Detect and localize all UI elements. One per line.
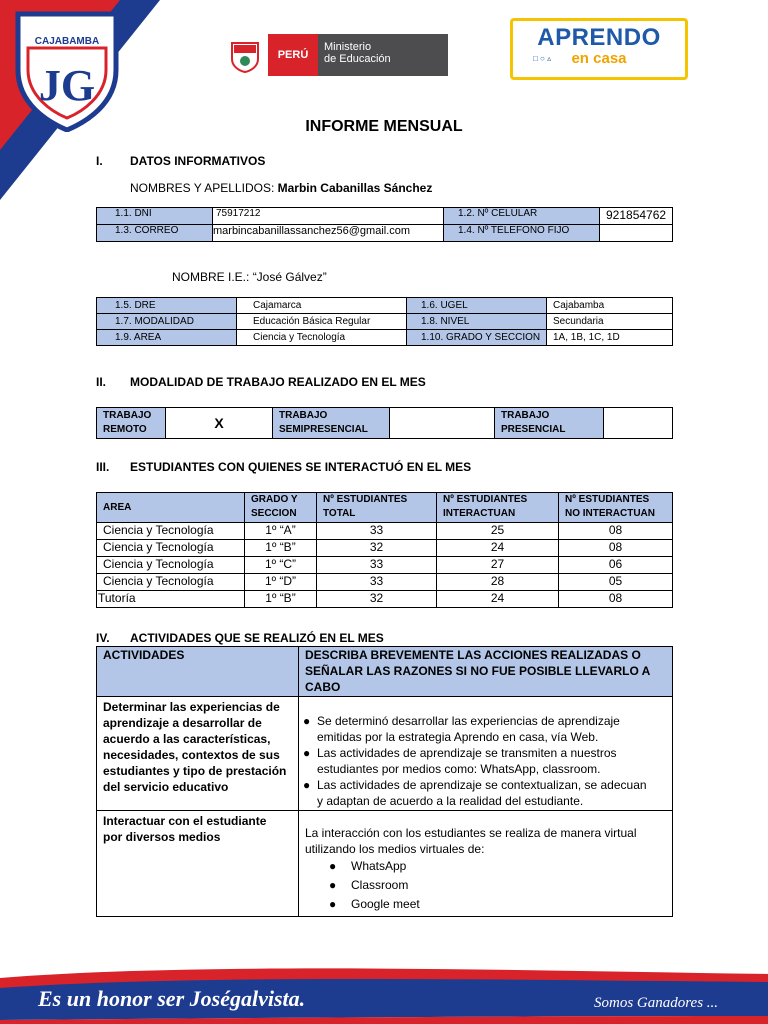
bullet-icon: ●: [329, 859, 337, 873]
list-item: ● Google meet: [329, 895, 670, 914]
footer-banner: [0, 960, 768, 1024]
names-line: NOMBRES Y APELLIDOS: Marbin Cabanillas Sánchez: [130, 181, 433, 195]
crest-letters: JG: [38, 61, 96, 110]
bullet-icon: ●: [303, 714, 311, 728]
en-casa-text: en casa: [571, 50, 627, 67]
institution-line: NOMBRE I.E.: “José Gálvez”: [172, 270, 327, 284]
table-row: Tutoría 1º “B” 32 24 08: [97, 591, 673, 608]
footer-slogan: Es un honor ser Joségalvista.: [38, 986, 306, 1011]
presencial-mark: [604, 408, 673, 439]
activity-2-description: La interacción con los estudiantes se realiza de manera virtual utilizando los medios virtuales de: ● WhatsApp ● Classroom ● Google meet: [299, 811, 673, 917]
bullet-icon: ●: [303, 778, 311, 792]
students-table-header: AREA GRADO Y SECCION Nº ESTUDIANTES TOTAL Nº ESTUDIANTES INTERACTUAN Nº ESTUDIANTES NO INTERACTUAN: [97, 493, 673, 523]
school-name: CAJABAMBA: [34, 36, 100, 47]
table-row: Ciencia y Tecnología 1º “B” 32 24 08: [97, 540, 673, 557]
aprendo-text: APRENDO: [537, 24, 661, 51]
activity-1-title: Determinar las experiencias de aprendizaje a desarrollar de acuerdo a las características, necesidades, contextos de sus estudiantes y tipo de prestación del servicio educativo: [97, 697, 299, 811]
peru-seal-icon: [222, 34, 268, 76]
table-row: Ciencia y Tecnología 1º “D” 33 28 05: [97, 574, 673, 591]
activity-2-title: Interactuar con el estudiante por diversos medios: [97, 811, 299, 917]
activity-row: [97, 811, 673, 917]
bullet-icon: ●: [329, 897, 337, 911]
institution-table: 1.5. DRE Cajamarca 1.6. UGEL Cajabamba 1.7. MODALIDAD Educación Básica Regular 1.8. NIVEL Secundaria 1.9. AREA Ciencia y Tecnología 1.10. GRADO Y SECCION 1A, 1B, 1C, 1D: [96, 297, 673, 346]
activity-1-description: [299, 697, 673, 811]
activities-table: [96, 646, 673, 917]
activities-table-header: ACTIVIDADES DESCRIBA BREVEMENTE LAS ACCIONES REALIZADAS O SEÑALAR LAS RAZONES SI NO FUE POSIBLE LLEVARLO A CABO: [97, 647, 673, 697]
aprendo-en-casa-logo: [510, 18, 688, 80]
bullet-icon: ●: [303, 746, 311, 760]
list-item: ● Las actividades de aprendizaje se contextualizan, se adecuan y adaptan de acuerdo a la realidad del estudiante.: [303, 778, 647, 808]
list-item: ● WhatsApp: [329, 857, 670, 876]
page-title: INFORME MENSUAL: [305, 118, 463, 135]
bullet-icon: ●: [329, 878, 337, 892]
remote-label: TRABAJO REMOTO: [97, 408, 166, 439]
list-item: ● Se determinó desarrollar las experiencias de aprendizaje emitidas por la estrategia Aprendo en casa, vía Web.: [303, 714, 620, 744]
school-crest-icon: [14, 8, 120, 132]
list-item: ● Classroom: [329, 876, 670, 895]
students-table: [96, 492, 673, 608]
work-mode-table: [96, 407, 673, 439]
semipresencial-label: TRABAJO SEMIPRESENCIAL: [273, 408, 390, 439]
ministry-name: Ministerio de Educación: [318, 34, 448, 76]
personal-data-table: 1.1. DNI 75917212 1.2. Nº CELULAR 921854762 1.3. CORREO marbincabanillassanchez56@gmail.com 1.4. Nº TELEFONO FIJO: [96, 207, 673, 242]
list-item: ● Las actividades de aprendizaje se transmiten a nuestros estudiantes por medios como: WhatsApp, classroom.: [303, 746, 617, 776]
peru-label: PERÚ: [268, 34, 318, 76]
ministry-logo: [222, 34, 448, 76]
shapes-icon: □ ○ ▵: [533, 54, 552, 63]
presencial-label: TRABAJO PRESENCIAL: [495, 408, 604, 439]
semipresencial-mark: [390, 408, 495, 439]
remote-mark: X: [166, 408, 273, 439]
table-row: Ciencia y Tecnología 1º “C” 33 27 06: [97, 557, 673, 574]
table-row: Ciencia y Tecnología 1º “A” 33 25 08: [97, 523, 673, 540]
footer-tagline: Somos Ganadores ...: [594, 995, 719, 1011]
activity-row: [97, 697, 673, 811]
